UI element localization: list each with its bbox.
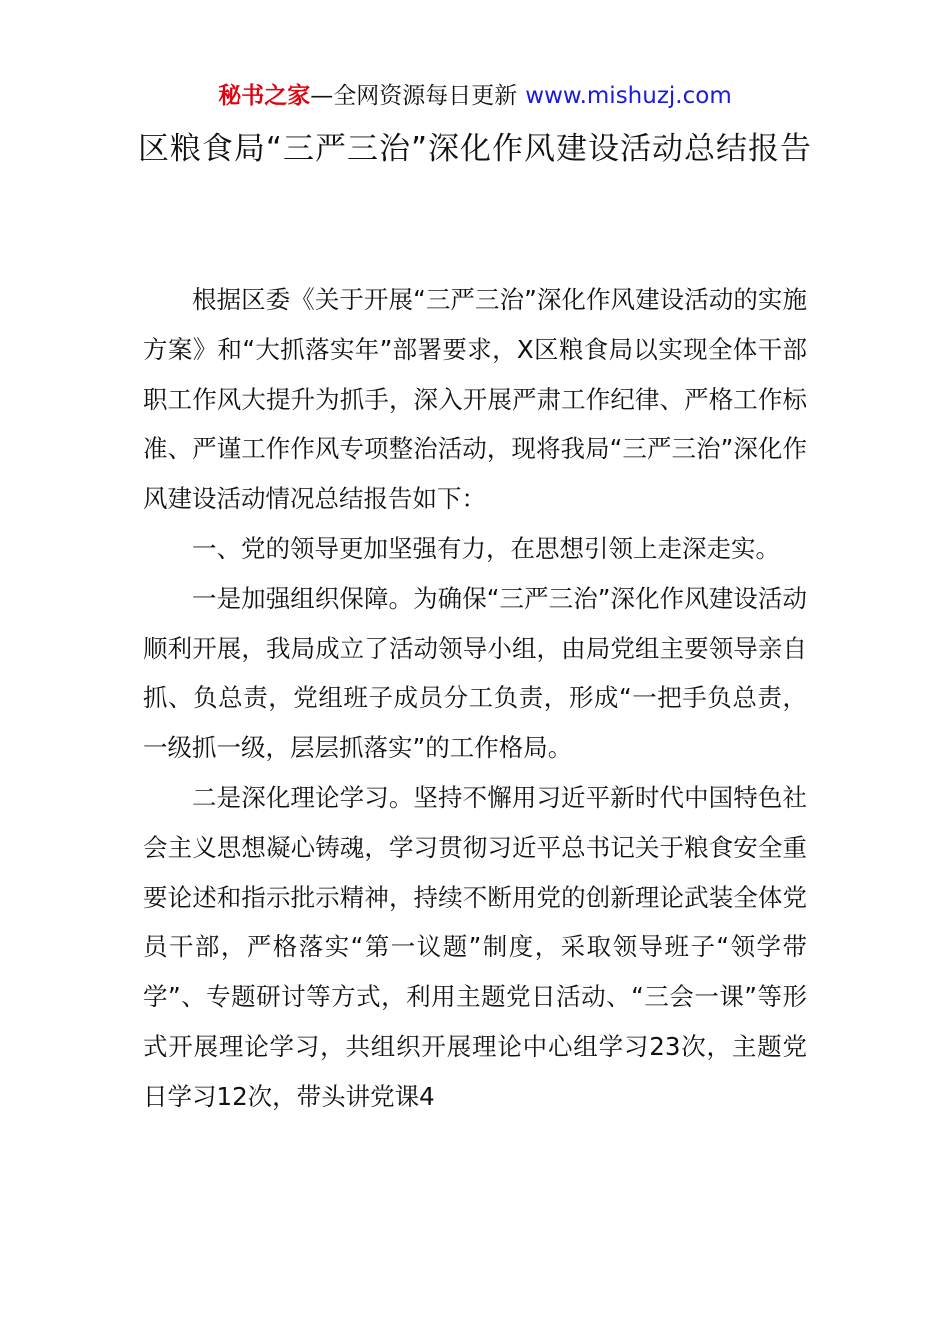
site-url-link[interactable]: www.mishuzj.com — [525, 83, 732, 109]
document-title: 区粮食局“三严三治”深化作风建设活动总结报告 — [137, 131, 813, 167]
document-body — [143, 275, 807, 1122]
paragraph-intro: 根据区委《关于开展“三严三治”深化作风建设活动的实施方案》和“大抓落实年”部署要求，X区粮食局以实现全体干部职工作风大提升为抓手，深入开展严肃工作纪律、严格工作标准、严谨工作作风专项整治活动，现将我局“三严三治”深化作风建设活动情况总结报告如下： — [143, 285, 807, 514]
site-banner — [0, 80, 950, 112]
paragraph-section-heading: 一、党的领导更加坚强有力，在思想引领上走深走实。 — [192, 533, 780, 563]
paragraph-point-one: 一是加强组织保障。为确保“三严三治”深化作风建设活动顺利开展，我局成立了活动领导小组，由局党组主要领导亲自抓、负总责，党组班子成员分工负责，形成“一把手负总责，一级抓一级，层层抓落实”的工作格局。 — [143, 583, 807, 763]
paragraph-point-two: 二是深化理论学习。坚持不懈用习近平新时代中国特色社会主义思想凝心铸魂，学习贯彻习近平总书记关于粮食安全重要论述和指示批示精神，持续不断用党的创新理论武装全体党员干部，严格落实“第一议题”制度，采取领导班子“领学带学”、专题研讨等方式，利用主题党日活动、“三会一课”等形式开展理论学习，共组织开展理论中心组学习23次，主题党日学习12次，带头讲党课4 — [143, 782, 807, 1111]
brand-name: 秘书之家 — [218, 83, 311, 109]
banner-tagline: —全网资源每日更新 — [310, 83, 518, 109]
